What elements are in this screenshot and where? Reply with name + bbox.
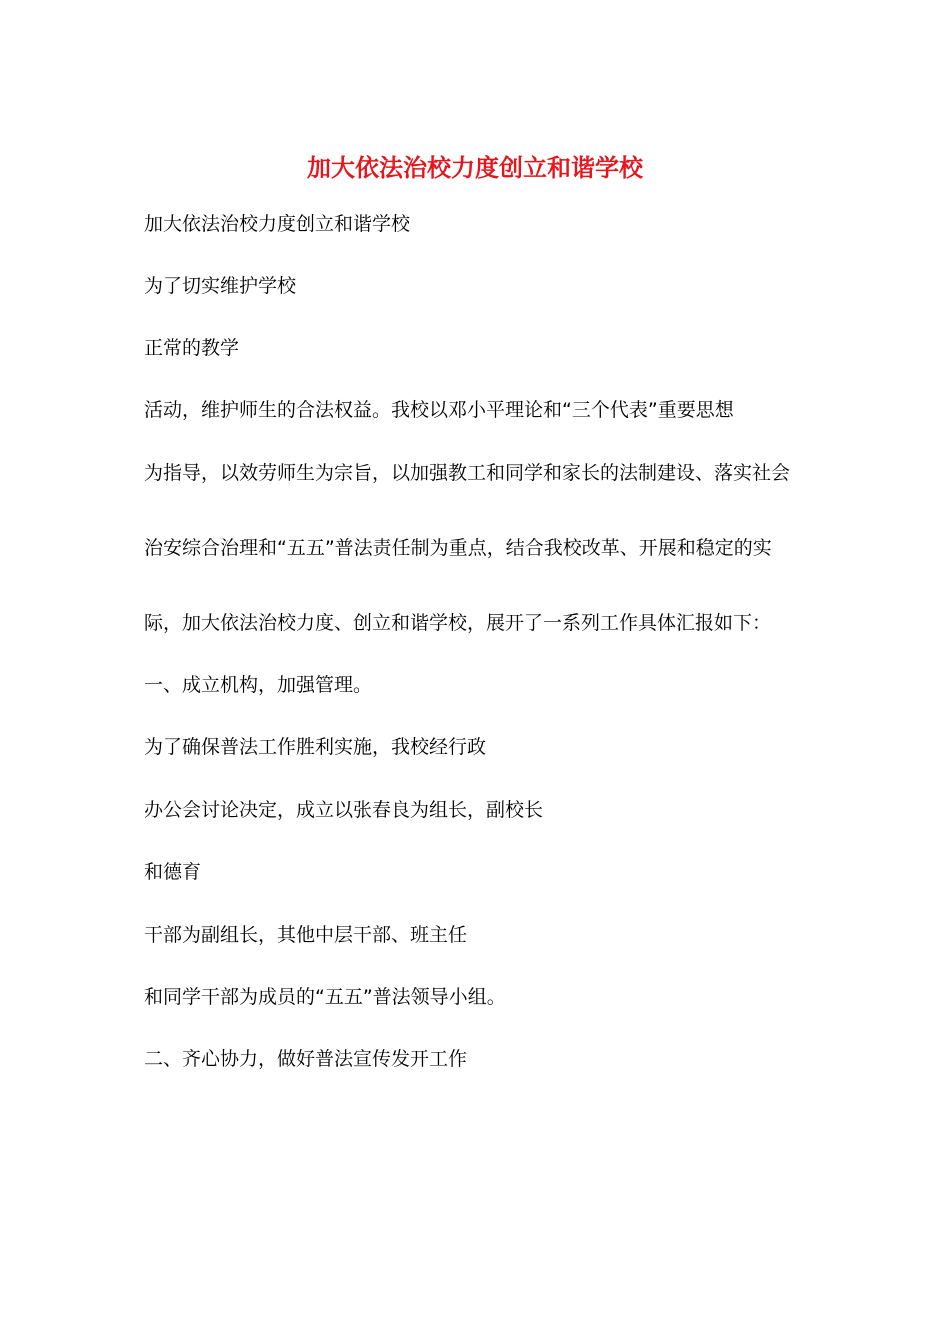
paragraph-line: 和德育	[144, 861, 202, 883]
paragraph-line: 活动，维护师生的合法权益。我校以邓小平理论和“三个代表”重要思想	[144, 399, 734, 421]
section-heading: 一、成立机构，加强管理。	[144, 674, 373, 696]
document-title: 加大依法治校力度创立和谐学校	[307, 153, 643, 182]
paragraph-line: 为指导，以效劳师生为宗旨，以加强教工和同学和家长的法制建设、落实社会	[144, 462, 791, 484]
paragraph-line: 为了切实维护学校	[144, 275, 297, 297]
paragraph-line: 加大依法治校力度创立和谐学校	[144, 213, 411, 235]
paragraph-line: 干部为副组长，其他中层干部、班主任	[144, 924, 468, 946]
paragraph-line: 办公会讨论决定，成立以张春良为组长，副校长	[144, 799, 544, 821]
paragraph-line: 治安综合治理和“五五”普法责任制为重点，结合我校改革、开展和稳定的实	[144, 537, 772, 559]
paragraph-line: 际，加大依法治校力度、创立和谐学校，展开了一系列工作具体汇报如下：	[144, 612, 772, 634]
paragraph-line: 和同学干部为成员的“五五”普法领导小组。	[144, 986, 506, 1008]
paragraph-line: 为了确保普法工作胜利实施，我校经行政	[144, 736, 487, 758]
paragraph-line: 正常的教学	[144, 337, 240, 359]
section-heading: 二、齐心协力，做好普法宣传发开工作	[144, 1048, 468, 1070]
